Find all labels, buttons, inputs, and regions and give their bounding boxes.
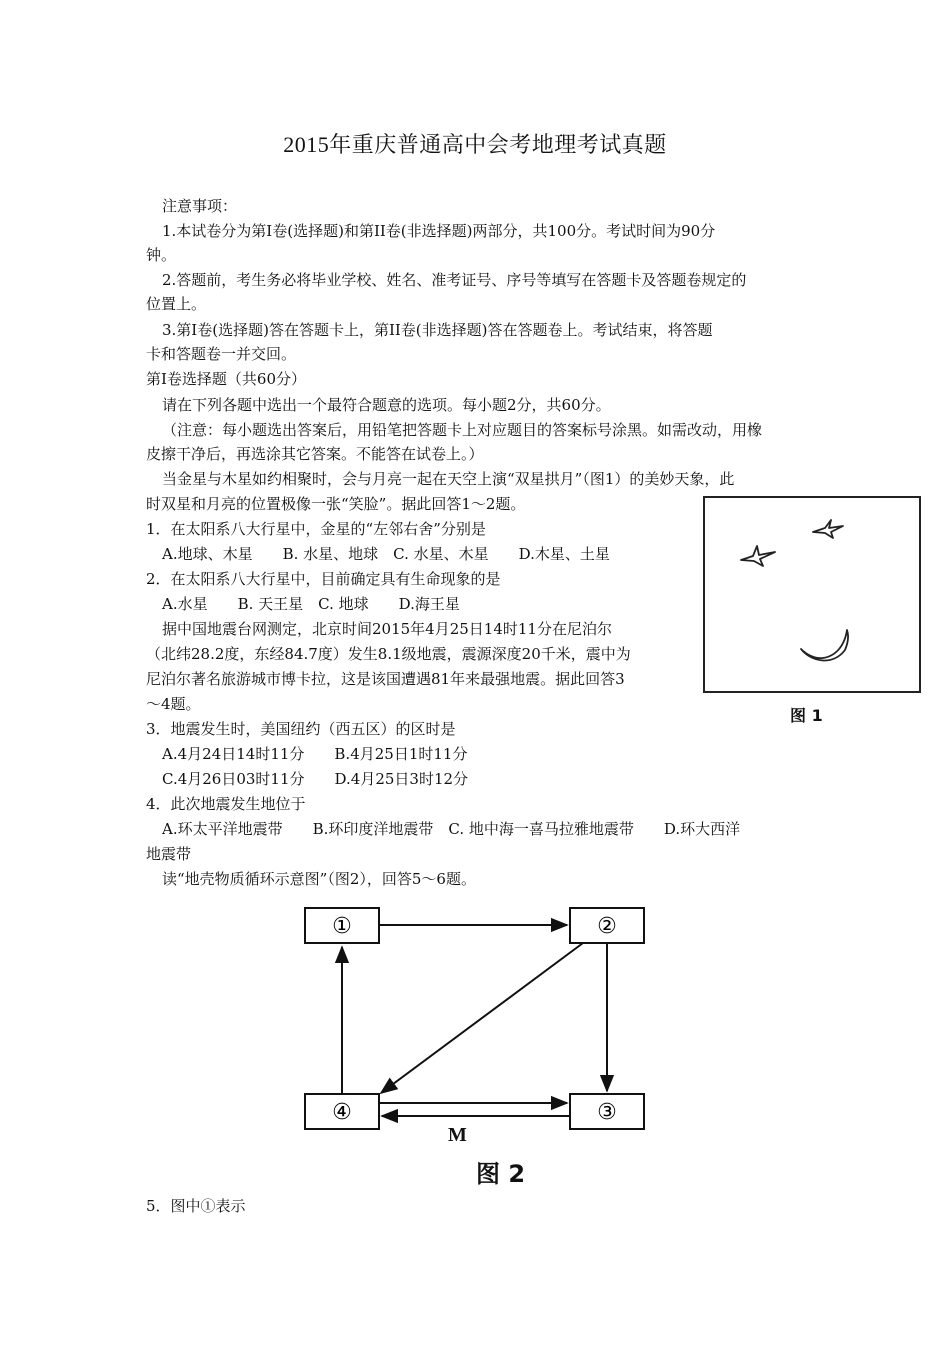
q1-stem: 1．在太阳系八大行星中，金星的“左邻右舍”分别是 xyxy=(146,520,486,538)
passage1-line-a: 当金星与木星如约相聚时，会与月亮一起在天空上演“双星拱月”（图1）的美妙天象，此 xyxy=(162,470,735,488)
notice-line-2b: 位置上。 xyxy=(146,295,207,313)
passage2-line-d: ～4题。 xyxy=(146,695,201,713)
node-4-label: ④ xyxy=(332,1100,352,1125)
crescent-moon-icon xyxy=(801,630,848,660)
q2-stem: 2．在太阳系八大行星中，目前确定具有生命现象的是 xyxy=(146,570,501,588)
q4-options-a: A.环太平洋地震带 B.环印度洋地震带 C. 地中海一喜马拉雅地震带 D.环大西洋 xyxy=(162,820,741,838)
q3-stem: 3．地震发生时，美国纽约（西五区）的区时是 xyxy=(146,720,456,738)
section-instruction: 请在下列各题中选出一个最符合题意的选项。每小题2分，共60分。 xyxy=(162,396,611,414)
figure1-caption: 图 1 xyxy=(790,706,823,725)
notice-line-3a: 3.第Ⅰ卷(选择题)答在答题卡上，第II卷(非选择题)答在答题卷上。考试结束，将答题 xyxy=(162,321,713,339)
edge-label-m: M xyxy=(448,1124,467,1146)
notice-line-1b: 钟。 xyxy=(146,246,177,264)
notice-line-2a: 2.答题前，考生务必将毕业学校、姓名、准考证号、序号等填写在答题卡及答题卷规定的 xyxy=(162,271,747,289)
star-icon xyxy=(741,546,775,566)
section-note-a: （注意：每小题选出答案后，用铅笔把答题卡上对应题目的答案标号涂黑。如需改动，用橡 xyxy=(162,421,763,439)
node-1-label: ① xyxy=(332,914,352,939)
q4-options-b: 地震带 xyxy=(146,845,192,863)
notice-line-1a: 1.本试卷分为第Ⅰ卷(选择题)和第II卷(非选择题)两部分，共100分。考试时间为90分 xyxy=(162,222,716,240)
arrow-2-to-4 xyxy=(381,943,583,1093)
passage1-line-b: 时双星和月亮的位置极像一张“笑脸”。据此回答1～2题。 xyxy=(146,495,526,513)
q4-stem: 4．此次地震发生地位于 xyxy=(146,795,306,813)
figure1-frame xyxy=(703,496,921,693)
notice-line-3b: 卡和答题卷一并交回。 xyxy=(146,345,297,363)
figure2-caption: 图 2 xyxy=(476,1160,526,1188)
notice-heading: 注意事项： xyxy=(162,197,238,215)
passage2-line-a: 据中国地震台网测定，北京时间2015年4月25日14时11分在尼泊尔 xyxy=(162,620,612,638)
q5-stem: 5．图中①表示 xyxy=(146,1197,246,1215)
section-note-b: 皮擦干净后，再选涂其它答案。不能答在试卷上。） xyxy=(146,445,484,463)
star-icon xyxy=(813,520,843,538)
q2-options: A.水星 B. 天王星 C. 地球 D.海王星 xyxy=(162,595,460,613)
node-3-label: ③ xyxy=(597,1100,617,1125)
q1-options: A.地球、木星 B. 水星、地球 C. 水星、木星 D.木星、土星 xyxy=(162,545,610,563)
passage2-line-c: 尼泊尔著名旅游城市博卡拉，这是该国遭遇81年来最强地震。据此回答3 xyxy=(146,670,625,688)
passage3: 读“地壳物质循环示意图”（图2），回答5～6题。 xyxy=(162,870,476,888)
node-2-label: ② xyxy=(597,914,617,939)
section-heading: 第Ⅰ卷选择题（共60分） xyxy=(146,370,307,388)
figure2-diagram xyxy=(295,898,655,1154)
q3-options-a: A.4月24日14时11分 B.4月25日1时11分 xyxy=(162,745,468,763)
figure1-drawing xyxy=(705,498,919,691)
q3-options-b: C.4月26日03时11分 D.4月25日3时12分 xyxy=(162,770,469,788)
page-title: 2015年重庆普通高中会考地理考试真题 xyxy=(283,132,667,157)
passage2-line-b: （北纬28.2度，东经84.7度）发生8.1级地震，震源深度20千米，震中为 xyxy=(146,645,631,663)
